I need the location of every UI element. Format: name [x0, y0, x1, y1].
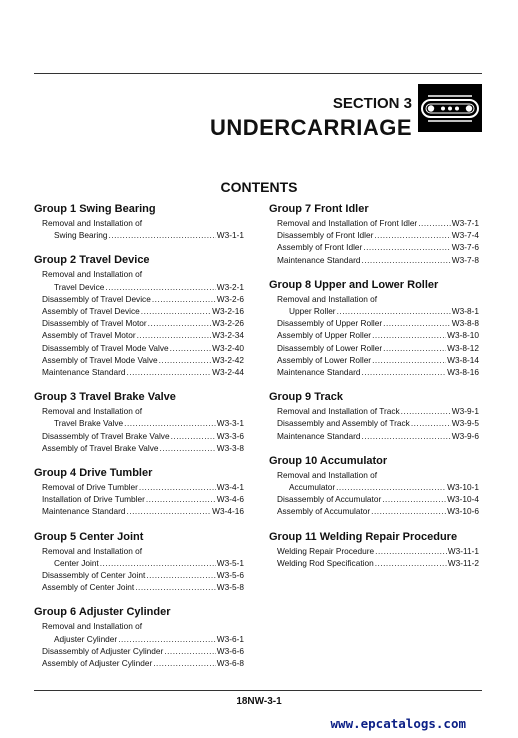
toc-page-ref: W3-7-8 — [451, 254, 479, 265]
toc-entry[interactable] — [269, 469, 479, 493]
toc-page-ref: W3-10-1 — [447, 482, 479, 493]
toc-entry-text: Maintenance Standard — [277, 367, 361, 378]
toc-entry-line — [277, 229, 479, 241]
toc-entry[interactable] — [269, 405, 479, 417]
toc-page-ref: W3-5-8 — [216, 582, 244, 593]
toc-entry-text: Travel Device — [54, 281, 105, 292]
toc-entry-lead: Removal and Installation of — [42, 621, 143, 632]
toc-entry-line — [277, 493, 479, 505]
toc-entry-text: Assembly of Travel Brake Valve — [42, 442, 159, 453]
toc-entry-text: Assembly of Travel Mode Valve — [42, 354, 158, 365]
dot-leader — [336, 481, 446, 493]
dot-leader — [362, 430, 451, 442]
dot-leader — [363, 241, 450, 253]
toc-entry-line — [42, 281, 244, 293]
toc-entry-line — [42, 505, 244, 517]
toc-left-column — [34, 202, 244, 681]
group-title: Group 4 Drive Tumbler — [34, 467, 153, 480]
toc-page-ref: W3-11-1 — [447, 545, 479, 556]
toc-page-ref: W3-8-10 — [447, 330, 479, 341]
toc-entry-line — [42, 430, 244, 442]
dot-leader — [382, 493, 446, 505]
toc-entry[interactable] — [269, 241, 479, 253]
toc-page-ref: W3-7-1 — [451, 218, 479, 228]
toc-entry-lead: Removal and Installation of — [277, 469, 378, 480]
dot-leader — [105, 281, 215, 293]
toc-entry-line — [42, 442, 244, 454]
toc-page-ref: W3-9-1 — [451, 406, 479, 417]
toc-page-ref: W3-2-16 — [212, 306, 244, 317]
dot-leader — [160, 442, 216, 454]
toc-entry-text: Swing Bearing — [54, 230, 108, 241]
toc-page-ref: W3-2-40 — [212, 342, 244, 353]
toc-entry[interactable] — [34, 217, 244, 241]
toc-entry-text: Disassembly of Adjuster Cylinder — [42, 645, 164, 656]
toc-entry-text: Disassembly of Front Idler — [277, 230, 374, 241]
toc-entry[interactable] — [269, 293, 479, 317]
toc-entry[interactable] — [34, 354, 244, 366]
toc-entry[interactable] — [269, 317, 479, 329]
toc-page-ref: W3-2-6 — [216, 293, 244, 304]
toc-page-ref: W3-3-1 — [216, 418, 244, 429]
toc-entry-line — [42, 645, 244, 657]
toc-entry-text: Maintenance Standard — [42, 367, 126, 378]
toc-group — [269, 202, 479, 266]
dot-leader — [383, 342, 446, 354]
toc-entry-text: Removal and Installation of Track — [277, 406, 400, 417]
group-title: Group 6 Adjuster Cylinder — [34, 606, 171, 619]
toc-entry-line — [42, 493, 244, 505]
dot-leader — [109, 229, 216, 241]
toc-group — [34, 530, 244, 594]
toc-page-ref: W3-8-8 — [451, 318, 479, 329]
toc-entry-line — [277, 354, 479, 366]
crawler-track-icon — [418, 84, 482, 132]
toc-page-ref: W3-6-1 — [216, 633, 244, 644]
header-rule — [34, 73, 482, 74]
toc-entry-line — [42, 342, 244, 354]
toc-page-ref: W3-2-42 — [212, 354, 244, 365]
toc-entry-line — [42, 229, 244, 241]
toc-entry-text: Disassembly of Travel Device — [42, 293, 151, 304]
toc-entry-line — [42, 293, 244, 305]
toc-entry-lead: Removal and Installation of — [42, 406, 143, 417]
dot-leader — [124, 417, 216, 429]
toc-entry-text: Maintenance Standard — [42, 506, 126, 517]
group-title: Group 2 Travel Device — [34, 254, 150, 267]
toc-entry-line — [42, 569, 244, 581]
toc-entry-line — [42, 329, 244, 341]
dot-leader — [137, 329, 212, 341]
toc-page-ref: W3-4-16 — [212, 506, 244, 517]
toc-right-column — [269, 202, 479, 581]
dot-leader — [127, 366, 212, 378]
toc-entry-line — [277, 366, 479, 378]
toc-page-ref: W3-8-16 — [447, 367, 479, 378]
toc-entry-line — [277, 557, 479, 569]
toc-entry[interactable] — [34, 268, 244, 292]
toc-group — [269, 278, 479, 378]
group-title: Group 1 Swing Bearing — [34, 203, 156, 215]
toc-page-ref: W3-10-6 — [447, 506, 479, 517]
toc-entry-line — [277, 505, 479, 517]
toc-entry[interactable] — [34, 657, 244, 669]
toc-entry-line — [42, 317, 244, 329]
toc-entry-text: Disassembly of Lower Roller — [277, 342, 383, 353]
toc-entry[interactable] — [269, 229, 479, 241]
toc-entry-text: Assembly of Adjuster Cylinder — [42, 658, 153, 669]
toc-entry-text: Assembly of Upper Roller — [277, 330, 372, 341]
toc-entry[interactable] — [34, 493, 244, 505]
toc-page-ref: W3-3-6 — [216, 430, 244, 441]
toc-page-ref: W3-8-1 — [451, 306, 479, 317]
toc-entry-text: Disassembly of Upper Roller — [277, 318, 383, 329]
toc-entry-line — [42, 354, 244, 366]
toc-page-ref: W3-2-44 — [212, 367, 244, 378]
dot-leader — [146, 493, 216, 505]
toc-entry[interactable] — [34, 405, 244, 429]
toc-group — [34, 605, 244, 669]
toc-entry[interactable] — [269, 329, 479, 341]
dot-leader — [146, 569, 216, 581]
page-number: 18NW-3-1 — [236, 696, 282, 707]
toc-group — [34, 253, 244, 378]
toc-entry[interactable] — [269, 430, 479, 442]
section-title: UNDERCARRIAGE — [209, 115, 412, 140]
toc-page-ref: W3-2-26 — [212, 318, 244, 329]
dot-leader — [362, 366, 447, 378]
toc-page-ref: W3-1-1 — [216, 230, 244, 241]
toc-page-ref: W3-9-6 — [451, 430, 479, 441]
toc-entry-text: Assembly of Travel Motor — [42, 330, 136, 341]
dot-leader — [383, 317, 451, 329]
toc-entry-text: Accumulator — [289, 482, 336, 493]
dot-leader — [372, 329, 446, 341]
toc-entry-line — [277, 254, 479, 266]
footer-rule — [34, 690, 482, 691]
toc-entry-line — [277, 545, 479, 557]
toc-entry[interactable] — [34, 293, 244, 305]
toc-page-ref: W3-7-4 — [451, 230, 479, 241]
toc-entry[interactable] — [269, 545, 479, 557]
toc-entry-line — [42, 305, 244, 317]
dot-leader — [372, 354, 446, 366]
toc-page-ref: W3-6-8 — [216, 658, 244, 669]
dot-leader — [153, 657, 216, 669]
dot-leader — [127, 505, 212, 517]
toc-entry[interactable] — [269, 217, 479, 229]
dot-leader — [164, 645, 216, 657]
toc-entry-line — [277, 417, 479, 429]
toc-entry[interactable] — [269, 417, 479, 429]
toc-entry-text: Assembly of Travel Device — [42, 306, 140, 317]
toc-entry[interactable] — [34, 342, 244, 354]
toc-entry-text: Installation of Drive Tumbler — [42, 494, 145, 505]
toc-entry-text: Removal and Installation of Front Idler — [277, 218, 418, 228]
toc-group — [34, 466, 244, 518]
toc-entry-text: Travel Brake Valve — [54, 418, 124, 429]
toc-page-ref: W3-4-6 — [216, 494, 244, 505]
group-title: Group 8 Upper and Lower Roller — [269, 278, 439, 291]
toc-entry[interactable] — [34, 305, 244, 317]
toc-entry[interactable] — [34, 620, 244, 644]
toc-entry-text: Upper Roller — [289, 306, 336, 317]
group-title: Group 10 Accumulator — [269, 454, 388, 467]
toc-entry-text: Disassembly of Travel Brake Valve — [42, 430, 170, 441]
toc-entry-text: Disassembly of Center Joint — [42, 570, 146, 581]
toc-entry-text: Welding Rod Specification — [277, 557, 374, 568]
toc-entry-line — [42, 417, 244, 429]
toc-entry[interactable] — [34, 430, 244, 442]
toc-entry-text: Assembly of Accumulator — [277, 506, 371, 517]
dot-leader — [362, 254, 451, 266]
toc-page-ref: W3-2-1 — [216, 281, 244, 292]
toc-entry-lead: Removal and Installation of — [42, 218, 143, 228]
toc-entry-text: Assembly of Lower Roller — [277, 354, 372, 365]
toc-page-ref: W3-3-8 — [216, 442, 244, 453]
toc-entry-line — [277, 241, 479, 253]
dot-leader — [374, 229, 450, 241]
toc-page-ref: W3-5-1 — [216, 557, 244, 568]
toc-entry[interactable] — [34, 569, 244, 581]
toc-entry[interactable] — [34, 329, 244, 341]
toc-entry-line — [277, 430, 479, 442]
toc-entry[interactable] — [34, 442, 244, 454]
toc-page-ref: W3-10-4 — [447, 494, 479, 505]
toc-entry[interactable] — [34, 581, 244, 593]
toc-entry-line — [277, 481, 479, 493]
toc-entry[interactable] — [34, 545, 244, 569]
toc-entry-line — [277, 329, 479, 341]
dot-leader — [418, 217, 451, 229]
toc-entry[interactable] — [269, 505, 479, 517]
toc-page-ref: W3-4-1 — [216, 482, 244, 493]
toc-entry[interactable] — [269, 366, 479, 378]
toc-group — [269, 454, 479, 518]
toc-entry[interactable] — [34, 366, 244, 378]
toc-page-ref: W3-11-2 — [447, 557, 479, 568]
toc-entry-text: Maintenance Standard — [277, 430, 361, 441]
toc-group — [269, 390, 479, 442]
toc-entry-text: Welding Repair Procedure — [277, 545, 375, 556]
toc-entry-text: Disassembly of Travel Mode Valve — [42, 342, 169, 353]
toc-page-ref: W3-9-5 — [451, 418, 479, 429]
dot-leader — [141, 305, 211, 317]
toc-entry-text: Removal of Drive Tumbler — [42, 482, 138, 493]
toc-entry-text: Assembly of Front Idler — [277, 242, 363, 253]
toc-entry[interactable] — [269, 342, 479, 354]
toc-entry-text: Maintenance Standard — [277, 254, 361, 265]
dot-leader — [170, 342, 212, 354]
toc-entry-line — [277, 342, 479, 354]
toc-entry[interactable] — [34, 317, 244, 329]
dot-leader — [152, 293, 216, 305]
group-title: Group 11 Welding Repair Procedure — [269, 530, 458, 543]
toc-entry[interactable] — [34, 481, 244, 493]
toc-entry-text: Assembly of Center Joint — [42, 582, 135, 593]
toc-entry[interactable] — [269, 493, 479, 505]
toc-entry-line — [277, 317, 479, 329]
toc-entry[interactable] — [269, 254, 479, 266]
toc-entry-text: Center Joint — [54, 557, 99, 568]
section-label: SECTION 3 — [332, 95, 412, 112]
dot-leader — [375, 557, 447, 569]
toc-page-ref: W3-5-6 — [216, 570, 244, 581]
toc-entry-line — [42, 581, 244, 593]
toc-group — [269, 530, 479, 569]
toc-entry-line — [42, 633, 244, 645]
toc-entry-text: Disassembly of Travel Motor — [42, 318, 147, 329]
toc-entry-lead: Removal and Installation of — [42, 269, 143, 280]
contents-heading: CONTENTS — [220, 179, 298, 195]
group-title: Group 3 Travel Brake Valve — [34, 391, 176, 404]
toc-entry-line — [277, 405, 479, 417]
group-title: Group 7 Front Idler — [269, 203, 369, 215]
toc-entry-line — [277, 217, 479, 229]
watermark-link[interactable]: www.epcatalogs.com — [330, 716, 466, 731]
toc-page-ref: W3-2-34 — [212, 330, 244, 341]
dot-leader — [411, 417, 451, 429]
toc-entry-text: Disassembly and Assembly of Track — [277, 418, 410, 429]
toc-entry-line — [42, 366, 244, 378]
dot-leader — [171, 430, 216, 442]
dot-leader — [401, 405, 451, 417]
toc-page-ref: W3-6-6 — [216, 645, 244, 656]
toc-entry-text: Adjuster Cylinder — [54, 633, 118, 644]
toc-entry-lead: Removal and Installation of — [277, 293, 378, 304]
toc-group — [34, 202, 244, 241]
toc-entry[interactable] — [34, 505, 244, 517]
toc-entry-lead: Removal and Installation of — [42, 545, 143, 556]
dot-leader — [118, 633, 216, 645]
toc-entry[interactable] — [269, 354, 479, 366]
dot-leader — [139, 481, 216, 493]
dot-leader — [375, 545, 447, 557]
dot-leader — [159, 354, 212, 366]
dot-leader — [100, 557, 216, 569]
toc-entry-line — [42, 657, 244, 669]
dot-leader — [337, 305, 451, 317]
group-title: Group 5 Center Joint — [34, 530, 144, 543]
dot-leader — [148, 317, 212, 329]
toc-entry-line — [277, 305, 479, 317]
toc-group — [34, 390, 244, 454]
dot-leader — [371, 505, 446, 517]
toc-page-ref: W3-8-14 — [447, 354, 479, 365]
toc-entry[interactable] — [269, 557, 479, 569]
toc-entry-line — [42, 557, 244, 569]
group-title: Group 9 Track — [269, 391, 343, 404]
toc-entry-line — [42, 481, 244, 493]
toc-entry-text: Disassembly of Accumulator — [277, 494, 382, 505]
dot-leader — [135, 581, 216, 593]
toc-entry[interactable] — [34, 645, 244, 657]
toc-page-ref: W3-7-6 — [451, 242, 479, 253]
toc-page-ref: W3-8-12 — [447, 342, 479, 353]
